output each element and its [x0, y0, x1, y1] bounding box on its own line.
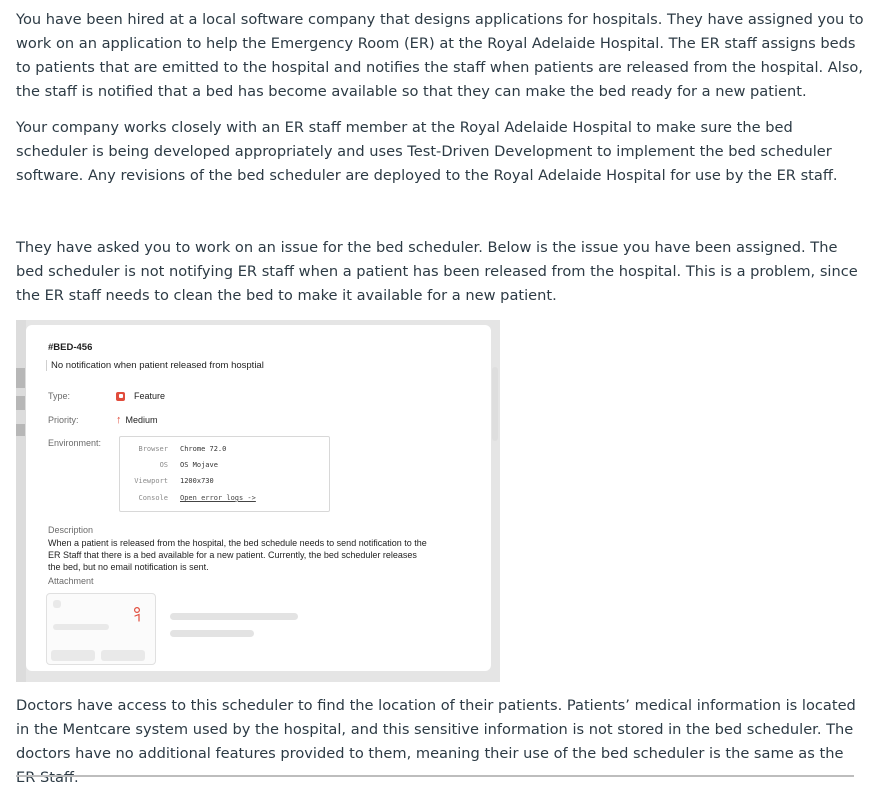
env-value: OS Mojave: [180, 461, 218, 469]
app-sidebar-edge: [16, 320, 26, 682]
scrollbar[interactable]: [492, 367, 498, 441]
issue-card: [26, 325, 491, 671]
attachment-thumbnail[interactable]: [46, 593, 156, 665]
env-row-os: [120, 461, 325, 471]
priority-label: Priority:: [48, 415, 79, 425]
bottom-divider: [16, 775, 854, 777]
description-text: When a patient is released from the hospital, the bed schedule needs to send notification to the ER Staff that there is a bed available for a new patient. Currently, the bed scheduler releases the bed, but no email notification is sent.: [48, 538, 427, 572]
issue-intro-paragraph: They have asked you to work on an issue for the bed scheduler. Below is the issue you have been assigned. The bed scheduler is not notifying ER staff when a patient has been released from the hospital. This is a problem, since the ER staff needs to clean the bed to make it available for a new patient.: [16, 239, 858, 304]
paperclip-icon: [131, 606, 143, 624]
env-row-console: [120, 494, 325, 504]
issue-id: #BED-456: [48, 342, 93, 353]
thumbnail-placeholder: [53, 624, 109, 630]
priority-value-text: Medium: [125, 415, 158, 425]
company-paragraph: Your company works closely with an ER staff member at the Royal Adelaide Hospital to make sure the bed scheduler is being developed appropriately and uses Test-Driven Development to implement the bed scheduler software. Any revisions of the bed scheduler are deployed to the Royal Adelaide Hospital for use by the ER staff.: [16, 119, 838, 184]
intro-paragraph: You have been hired at a local software company that designs applications for hospitals. They have assigned you to work on an application to help the Emergency Room (ER) at the Royal Adelaide Hospital. The ER staff assigns beds to patients that are emitted to the hospital and notifies the staff when patients are released from the hospital. Also, the staff is notified that a bed has become available so that they can make the bed ready for a new patient.: [16, 11, 864, 100]
description-label: Description: [48, 525, 94, 535]
env-key: Browser: [138, 445, 168, 453]
env-key: Console: [138, 494, 168, 502]
issue-title[interactable]: No notification when patient released from hosptial: [46, 360, 264, 371]
priority-value[interactable]: [116, 415, 158, 425]
sidebar-tick: [16, 424, 25, 436]
env-key: OS: [159, 461, 168, 469]
type-value[interactable]: [116, 391, 165, 401]
env-row-viewport: [120, 477, 325, 487]
env-value: Chrome 72.0: [180, 445, 227, 453]
open-error-logs-link[interactable]: Open error logs ->: [180, 494, 256, 502]
arrow-up-priority-icon: ↑: [116, 413, 122, 426]
feature-type-icon: [116, 392, 125, 401]
thumbnail-placeholder: [101, 650, 145, 661]
issue-screenshot: [16, 320, 500, 682]
type-label: Type:: [48, 391, 71, 401]
thumbnail-placeholder: [53, 600, 61, 608]
sidebar-tick: [16, 368, 25, 388]
sidebar-tick: [16, 396, 25, 410]
doctors-paragraph: Doctors have access to this scheduler to find the location of their patients. Patients’ medical information is located in the Mentcare system used by the hospital, and this sensitive information is not stored in the bed scheduler. The doctors have no additional features provided to them, meaning their use of the bed scheduler is the same as the ER Staff.: [16, 697, 856, 786]
attachment-label: Attachment: [48, 576, 94, 586]
type-value-text: Feature: [134, 391, 166, 401]
attachment-skeleton-line: [170, 613, 298, 620]
env-value: 1200x730: [180, 477, 214, 485]
env-key: Viewport: [134, 477, 168, 485]
env-row-browser: [120, 445, 325, 455]
environment-label: Environment:: [48, 438, 102, 448]
thumbnail-placeholder: [51, 650, 95, 661]
attachment-skeleton-line: [170, 630, 254, 637]
environment-box: [119, 436, 330, 512]
